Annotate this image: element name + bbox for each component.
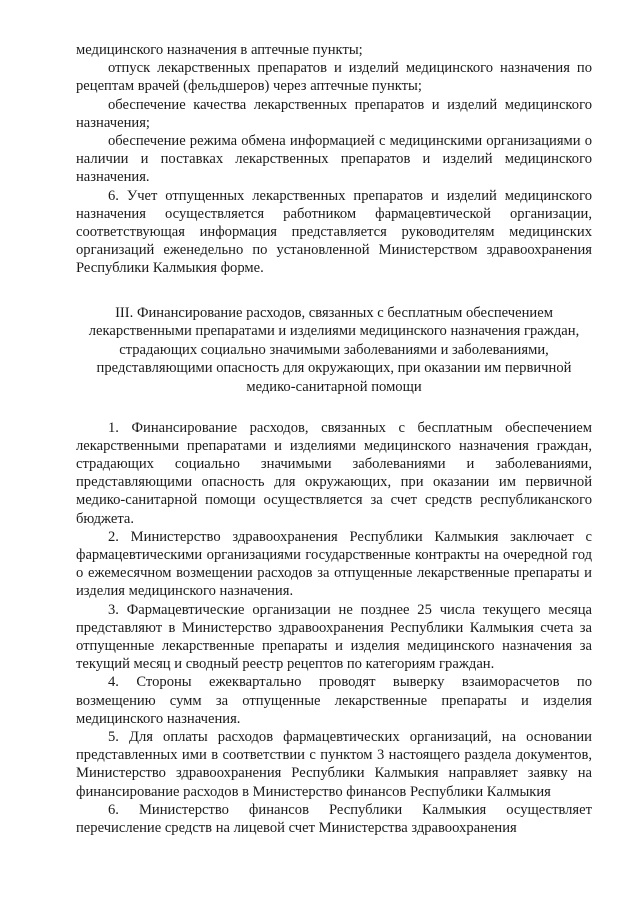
section-heading-line: лекарственными препаратами и изделиями медицинского назначения граждан, [88, 323, 580, 340]
section-heading-line: представляющими опасность для окружающих, при оказании им первичной [96, 360, 572, 377]
section-heading-line: медико-санитарной помощи [246, 379, 422, 396]
paragraph-item-6: 6. Учет отпущенных лекарственных препаратов и изделий медицинского назначения осуществляется работником фармацевтической организации, соответствующая информация представляется руководителям медицинских организаций еженедельно по установленной Министерством здравоохранения Республики Калмыкия форме. [76, 187, 592, 277]
paragraph-item-4: 4. Стороны ежеквартально проводят выверку взаиморасчетов по возмещению сумм за отпущенные лекарственные препараты и изделия медицинского назначения. [76, 674, 592, 727]
paragraph-item-1: 1. Финансирование расходов, связанных с бесплатным обеспечением лекарственными препаратами и изделиями медицинского назначения граждан, страдающих социально значимыми заболеваниями и заболеваниями, представляющими опасность для окружающих, при оказании им первичной медико-санитарной помощи осуществляется за счет средств республиканского бюджета. [76, 419, 592, 527]
section-heading [76, 304, 592, 397]
paragraph-item-5: 5. Для оплаты расходов фармацевтических организаций, на основании представленных ими в соответствии с пунктом 3 настоящего раздела документов, Министерство здравоохранения Республики Калмыкия направляет заявку на финансирование расходов в Министерство финансов Республики Калмыкия [76, 729, 592, 800]
paragraph-item-6: 6. Министерство финансов Республики Калмыкия осуществляет перечисление средств на лицевой счет Министерства здравоохранения [76, 801, 592, 837]
paragraph-item-3: 3. Фармацевтические организации не позднее 25 числа текущего месяца представляют в Министерство здравоохранения Республики Калмыкия счета за отпущенные лекарственные препараты и изделия медицинского назначения за текущий месяц и сводный реестр рецептов по категориям граждан. [76, 601, 592, 673]
paragraph: медицинского назначения в аптечные пункты; [76, 42, 363, 58]
paragraph-item-2: 2. Министерство здравоохранения Республики Калмыкия заключает с фармацевтическими организациями государственные контракты на очередной год о ежемесячном возмещении расходов за отпущенные лекарственные препараты и изделия медицинского назначения. [76, 528, 592, 600]
section-heading-line: страдающих социально значимыми заболеваниями и заболеваниями, [119, 341, 549, 358]
paragraph: обеспечение качества лекарственных препаратов и изделий медицинского назначения; [76, 96, 592, 131]
paragraph: отпуск лекарственных препаратов и изделий медицинского назначения по рецептам врачей (фельдшеров) через аптечные пункты; [76, 60, 592, 95]
section-body [76, 419, 592, 838]
paragraph: обеспечение режима обмена информацией с медицинскими организациями о наличии и поставках лекарственных препаратов и изделий медицинского назначения. [76, 133, 592, 186]
top-text-block [76, 41, 592, 278]
section-heading-line: III. Финансирование расходов, связанных с бесплатным обеспечением [115, 304, 553, 321]
